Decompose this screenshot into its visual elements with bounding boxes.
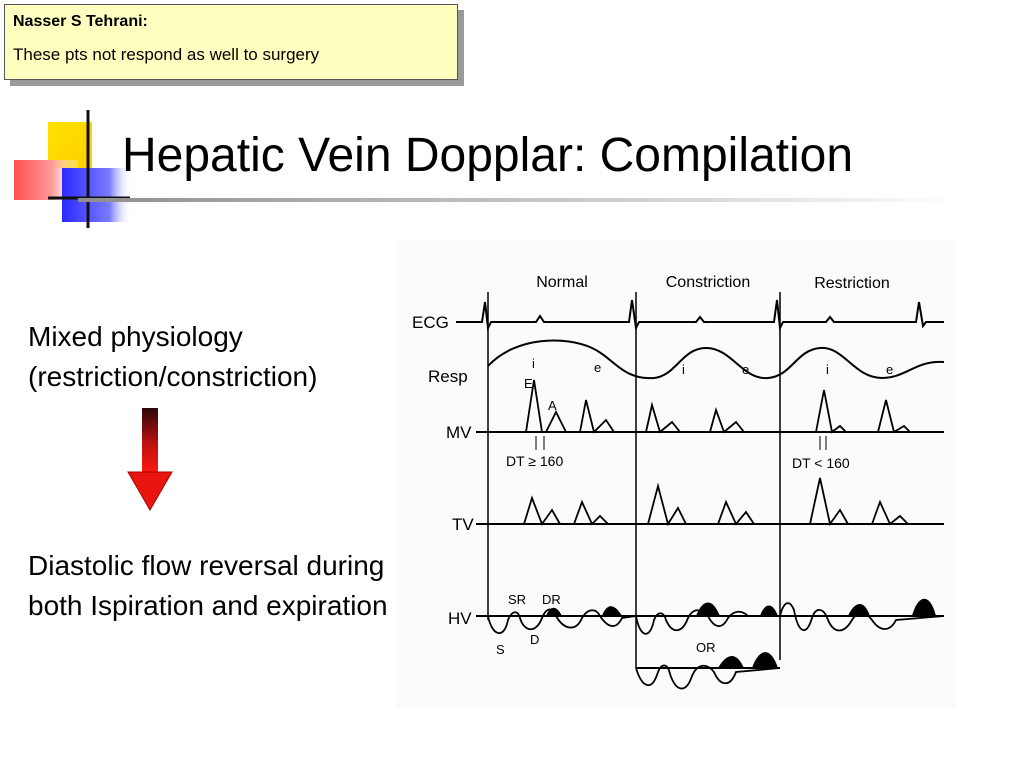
hv-label-d: D	[530, 632, 540, 647]
row-hv: HV	[448, 609, 472, 628]
col-restriction: Restriction	[814, 275, 890, 292]
hv-label-dr: DR	[542, 592, 561, 607]
down-arrow-icon	[126, 408, 174, 512]
resp-e-3: e	[886, 362, 894, 377]
resp-i-3: i	[826, 362, 829, 377]
bullet-diastolic-flow-reversal: Diastolic flow reversal during both Ispiration and expiration	[28, 550, 388, 621]
row-tv: TV	[452, 515, 474, 534]
mv-label-e: E	[524, 376, 533, 391]
mv-waves	[526, 380, 910, 432]
hv-label-sr: SR	[508, 592, 527, 607]
ecg-trace	[456, 300, 944, 328]
dt-normal-label: DT ≥ 160	[506, 453, 564, 469]
comment-text: These pts not respond as well to surgery	[13, 45, 320, 64]
resp-i-2: i	[682, 362, 685, 377]
hv-trace	[488, 603, 944, 634]
resp-e-2: e	[742, 362, 750, 377]
hv-label-s: S	[496, 642, 505, 657]
col-normal: Normal	[536, 274, 588, 291]
resp-e-1: e	[594, 360, 602, 375]
title-decoration-icon	[0, 100, 130, 230]
col-constriction: Constriction	[665, 274, 751, 291]
slide-title: Hepatic Vein Dopplar: Compilation	[122, 129, 854, 182]
tv-waves	[524, 478, 908, 524]
comment-note[interactable]	[4, 4, 458, 80]
hv-reversal-fill	[546, 599, 936, 616]
resp-trace	[488, 341, 944, 379]
dt-restriction-label: DT < 160	[792, 455, 850, 471]
row-mv: MV	[446, 423, 472, 442]
doppler-diagram	[396, 240, 956, 708]
title-divider	[78, 198, 958, 202]
hv-label-or: OR	[696, 640, 716, 655]
row-ecg: ECG	[412, 313, 449, 332]
bullet-mixed-physiology: Mixed physiology (restriction/constriction)	[28, 321, 318, 392]
or-reversal-fill	[718, 652, 778, 668]
comment-author: Nasser S Tehrani:	[13, 13, 148, 30]
resp-i-1: i	[532, 356, 535, 371]
row-resp: Resp	[428, 367, 468, 386]
doppler-compilation-figure	[396, 240, 956, 708]
mv-label-a: A	[548, 398, 557, 413]
